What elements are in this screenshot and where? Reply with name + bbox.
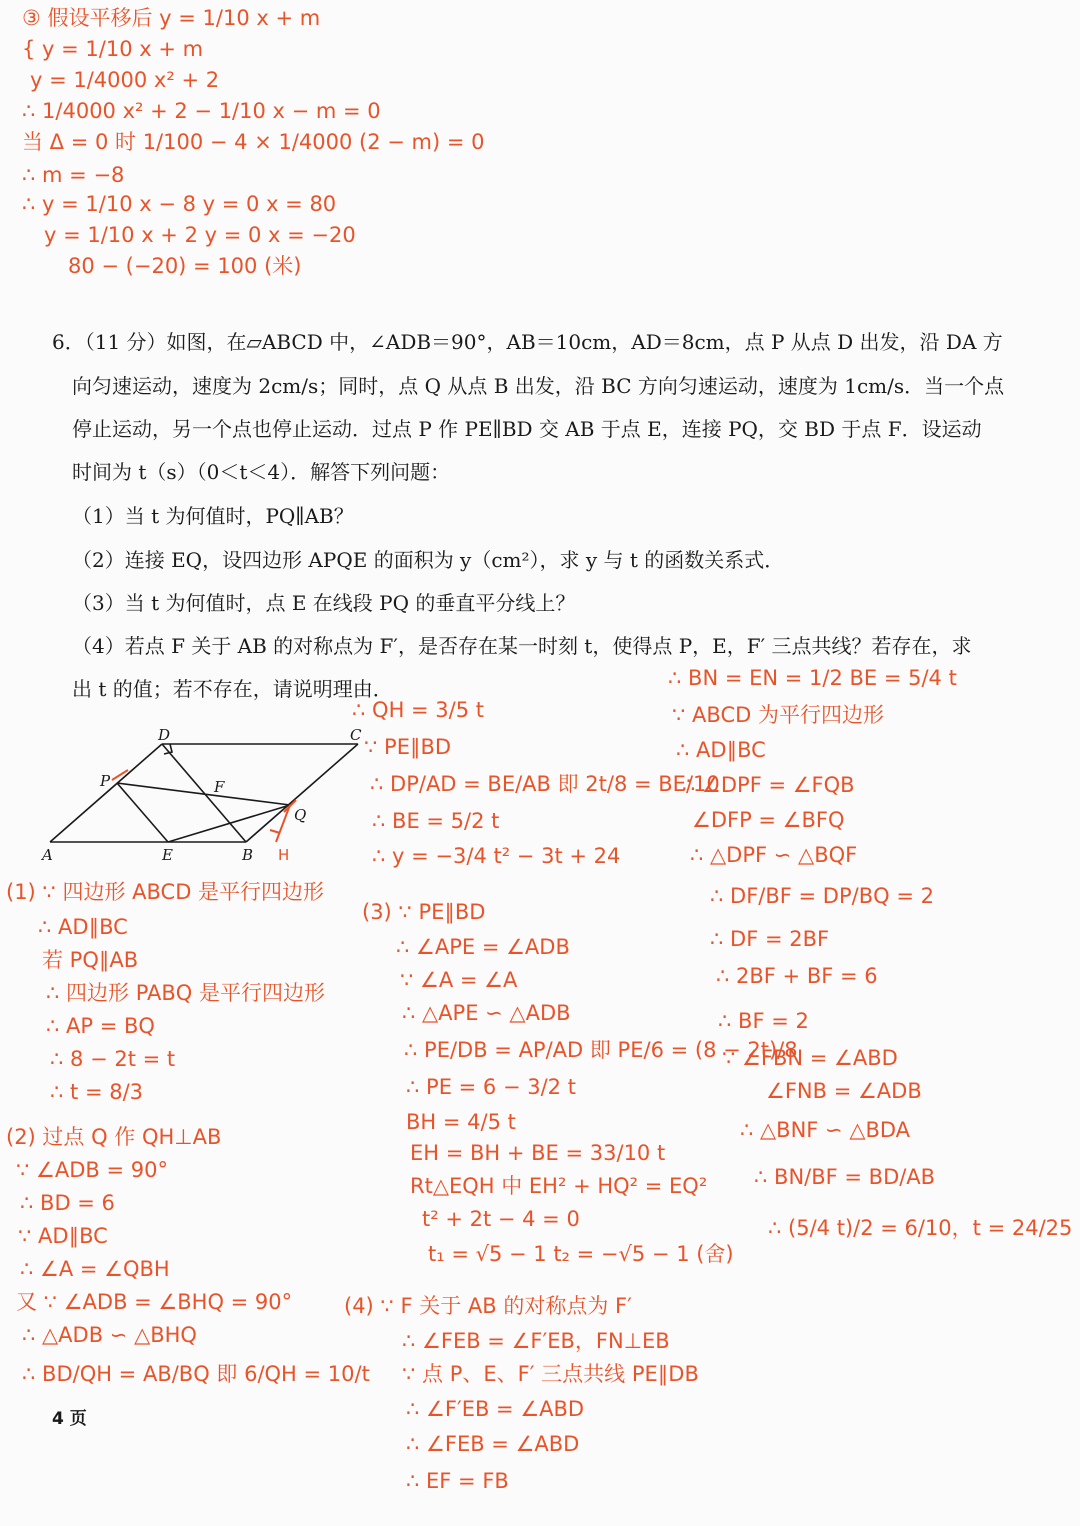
solution-line: ∴ ∠F′EB = ∠ABD [406,1397,585,1421]
page-number: 4 页 [52,1409,87,1429]
solution-line: ∴ 2BF + BF = 6 [716,964,878,988]
solution-line: ∴ t = 8/3 [50,1080,144,1104]
solution-line: (1) ∵ 四边形 ABCD 是平行四边形 [6,880,325,904]
note-line: y = 1/4000 x² + 2 [30,68,220,92]
solution-line: ∴ PE/DB = AP/AD 即 PE/6 = (8 − 2t)/8 [404,1038,798,1062]
solution-line: 若 PQ∥AB [42,948,139,972]
solution-line: ∴ DF/BF = DP/BQ = 2 [710,884,934,908]
label-A: A [42,846,53,864]
solution-line: ∴ PE = 6 − 3/2 t [406,1075,576,1099]
solution-line: ∵ AD∥BC [18,1224,108,1248]
solution-line: EH = BH + BE = 33/10 t [410,1141,666,1165]
solution-line: 又 ∵ ∠ADB = ∠BHQ = 90° [16,1290,293,1314]
solution-line: ∴ AD∥BC [676,738,766,762]
solution-line: Rt△EQH 中 EH² + HQ² = EQ² [410,1174,708,1198]
solution-line: t₁ = √5 − 1 t₂ = −√5 − 1 (舍) [428,1242,734,1266]
solution-line: ∵ PE∥BD [364,735,452,759]
note-line: ∴ 1/4000 x² + 2 − 1/10 x − m = 0 [22,99,381,123]
note-line: ∴ y = 1/10 x − 8 y = 0 x = 80 [22,192,337,216]
solution-line: ∴ BD = 6 [20,1191,115,1215]
label-C: C [350,726,362,744]
question-1: （1）当 t 为何值时，PQ∥AB？ [72,504,354,528]
solution-line: ∴ DP/AD = BE/AB 即 2t/8 = BE/10 [370,772,720,796]
label-Q: Q [294,806,307,824]
solution-line: ∴ △ADB ∽ △BHQ [22,1323,197,1347]
solution-line: ∵ 点 P、E、F′ 三点共线 PE∥DB [402,1362,699,1386]
solution-line: ∴ AD∥BC [38,915,128,939]
solution-line: ∵ ABCD 为平行四边形 [672,703,884,727]
solution-line: ∴ ∠FEB = ∠F′EB，FN⊥EB [402,1329,670,1353]
solution-line: ∴ △DPF ∽ △BQF [690,843,858,867]
note-line: 80 − (−20) = 100 (米) [68,254,302,278]
solution-part-4-cont [668,668,1072,1239]
problem-line: 停止运动，另一个点也停止运动．过点 P 作 PE∥BD 交 AB 于点 E，连接 PQ，交 BD 于点 F．设运动 [72,417,982,441]
label-F: F [214,778,225,796]
solution-line: ∴ BN = EN = 1/2 BE = 5/4 t [668,666,957,690]
solution-line: (2) 过点 Q 作 QH⊥AB [6,1125,222,1149]
solution-line: ∴ ∠A = ∠QBH [20,1257,170,1281]
solution-line: ∠FNB = ∠ADB [766,1079,922,1103]
question-4: （4）若点 F 关于 AB 的对称点为 F′，是否存在某一时刻 t，使得点 P，E，F′ 三点共线？若存在，求 [72,634,972,658]
solution-line: ∠DFP = ∠BFQ [692,808,845,832]
solution-line: ∴ QH = 3/5 t [352,698,485,722]
solution-line: ∴ BN/BF = BD/AB [754,1165,936,1189]
solution-part-2-cont [352,700,720,867]
note-line: ∴ m = −8 [22,163,125,187]
solution-line: ∴ AP = BQ [46,1014,155,1038]
solution-line: (4) ∵ F 关于 AB 的对称点为 F′ [344,1294,632,1318]
solution-line: ∴ (5/4 t)/2 = 6/10，t = 24/25 [768,1216,1073,1240]
question-2: （2）连接 EQ，设四边形 APQE 的面积为 y（cm²），求 y 与 t 的函数关系式． [72,548,785,572]
solution-part-4 [344,1296,699,1492]
problem-line: 向匀速运动，速度为 2cm/s；同时，点 Q 从点 B 出发，沿 BC 方向匀速运动，速度为 1cm/s．当一个点 [72,374,1005,398]
solution-line: ∴ DF = 2BF [710,927,830,951]
solution-line: ∴ y = −3/4 t² − 3t + 24 [372,844,621,868]
note-line: ③ 假设平移后 y = 1/10 x + m [22,6,321,30]
solution-line: ∵ ∠FBN = ∠ABD [722,1046,898,1070]
label-P: P [100,772,111,790]
label-E: E [162,846,173,864]
solution-line: ∵ ∠ADB = 90° [16,1158,168,1182]
solution-line: ∴ BF = 2 [718,1009,809,1033]
problem-line: 时间为 t（s）（0＜t＜4）．解答下列问题： [72,460,451,484]
solution-line: ∴ △BNF ∽ △BDA [740,1118,911,1142]
solution-line: ∴ 四边形 PABQ 是平行四边形 [46,981,326,1005]
question-3: （3）当 t 为何值时，点 E 在线段 PQ 的垂直平分线上？ [72,591,576,615]
problem-line: 6．（11 分）如图，在▱ABCD 中，∠ADB＝90°，AB＝10cm，AD＝8cm，点 P 从点 D 出发，沿 DA 方 [52,330,1003,354]
solution-line: (3) ∵ PE∥BD [362,900,486,924]
solution-line: ∴ ∠DPF = ∠FQB [682,773,855,797]
label-D: D [158,726,171,744]
label-H: H [278,846,290,864]
solution-line: ∴ BD/QH = AB/BQ 即 6/QH = 10/t [22,1362,370,1386]
solution-part-1-2 [6,882,370,1385]
solution-line: ∴ ∠APE = ∠ADB [396,935,570,959]
solution-line: ∴ △APE ∽ △ADB [402,1001,571,1025]
solution-line: ∴ BE = 5/2 t [372,809,500,833]
solution-line: ∴ ∠FEB = ∠ABD [406,1432,580,1456]
solution-line: t² + 2t − 4 = 0 [422,1207,580,1231]
problem-line: 出 t 的值；若不存在，请说明理由． [72,677,393,701]
solution-line: BH = 4/5 t [406,1110,516,1134]
note-line: 当 Δ = 0 时 1/100 − 4 × 1/4000 (2 − m) = 0 [22,130,485,154]
solution-line: ∵ ∠A = ∠A [400,968,518,992]
solution-line: ∴ EF = FB [406,1469,509,1493]
label-B: B [242,846,254,864]
note-line: y = 1/10 x + 2 y = 0 x = −20 [44,223,356,247]
note-line: { y = 1/10 x + m [22,37,204,61]
solution-line: ∴ 8 − 2t = t [50,1047,176,1071]
